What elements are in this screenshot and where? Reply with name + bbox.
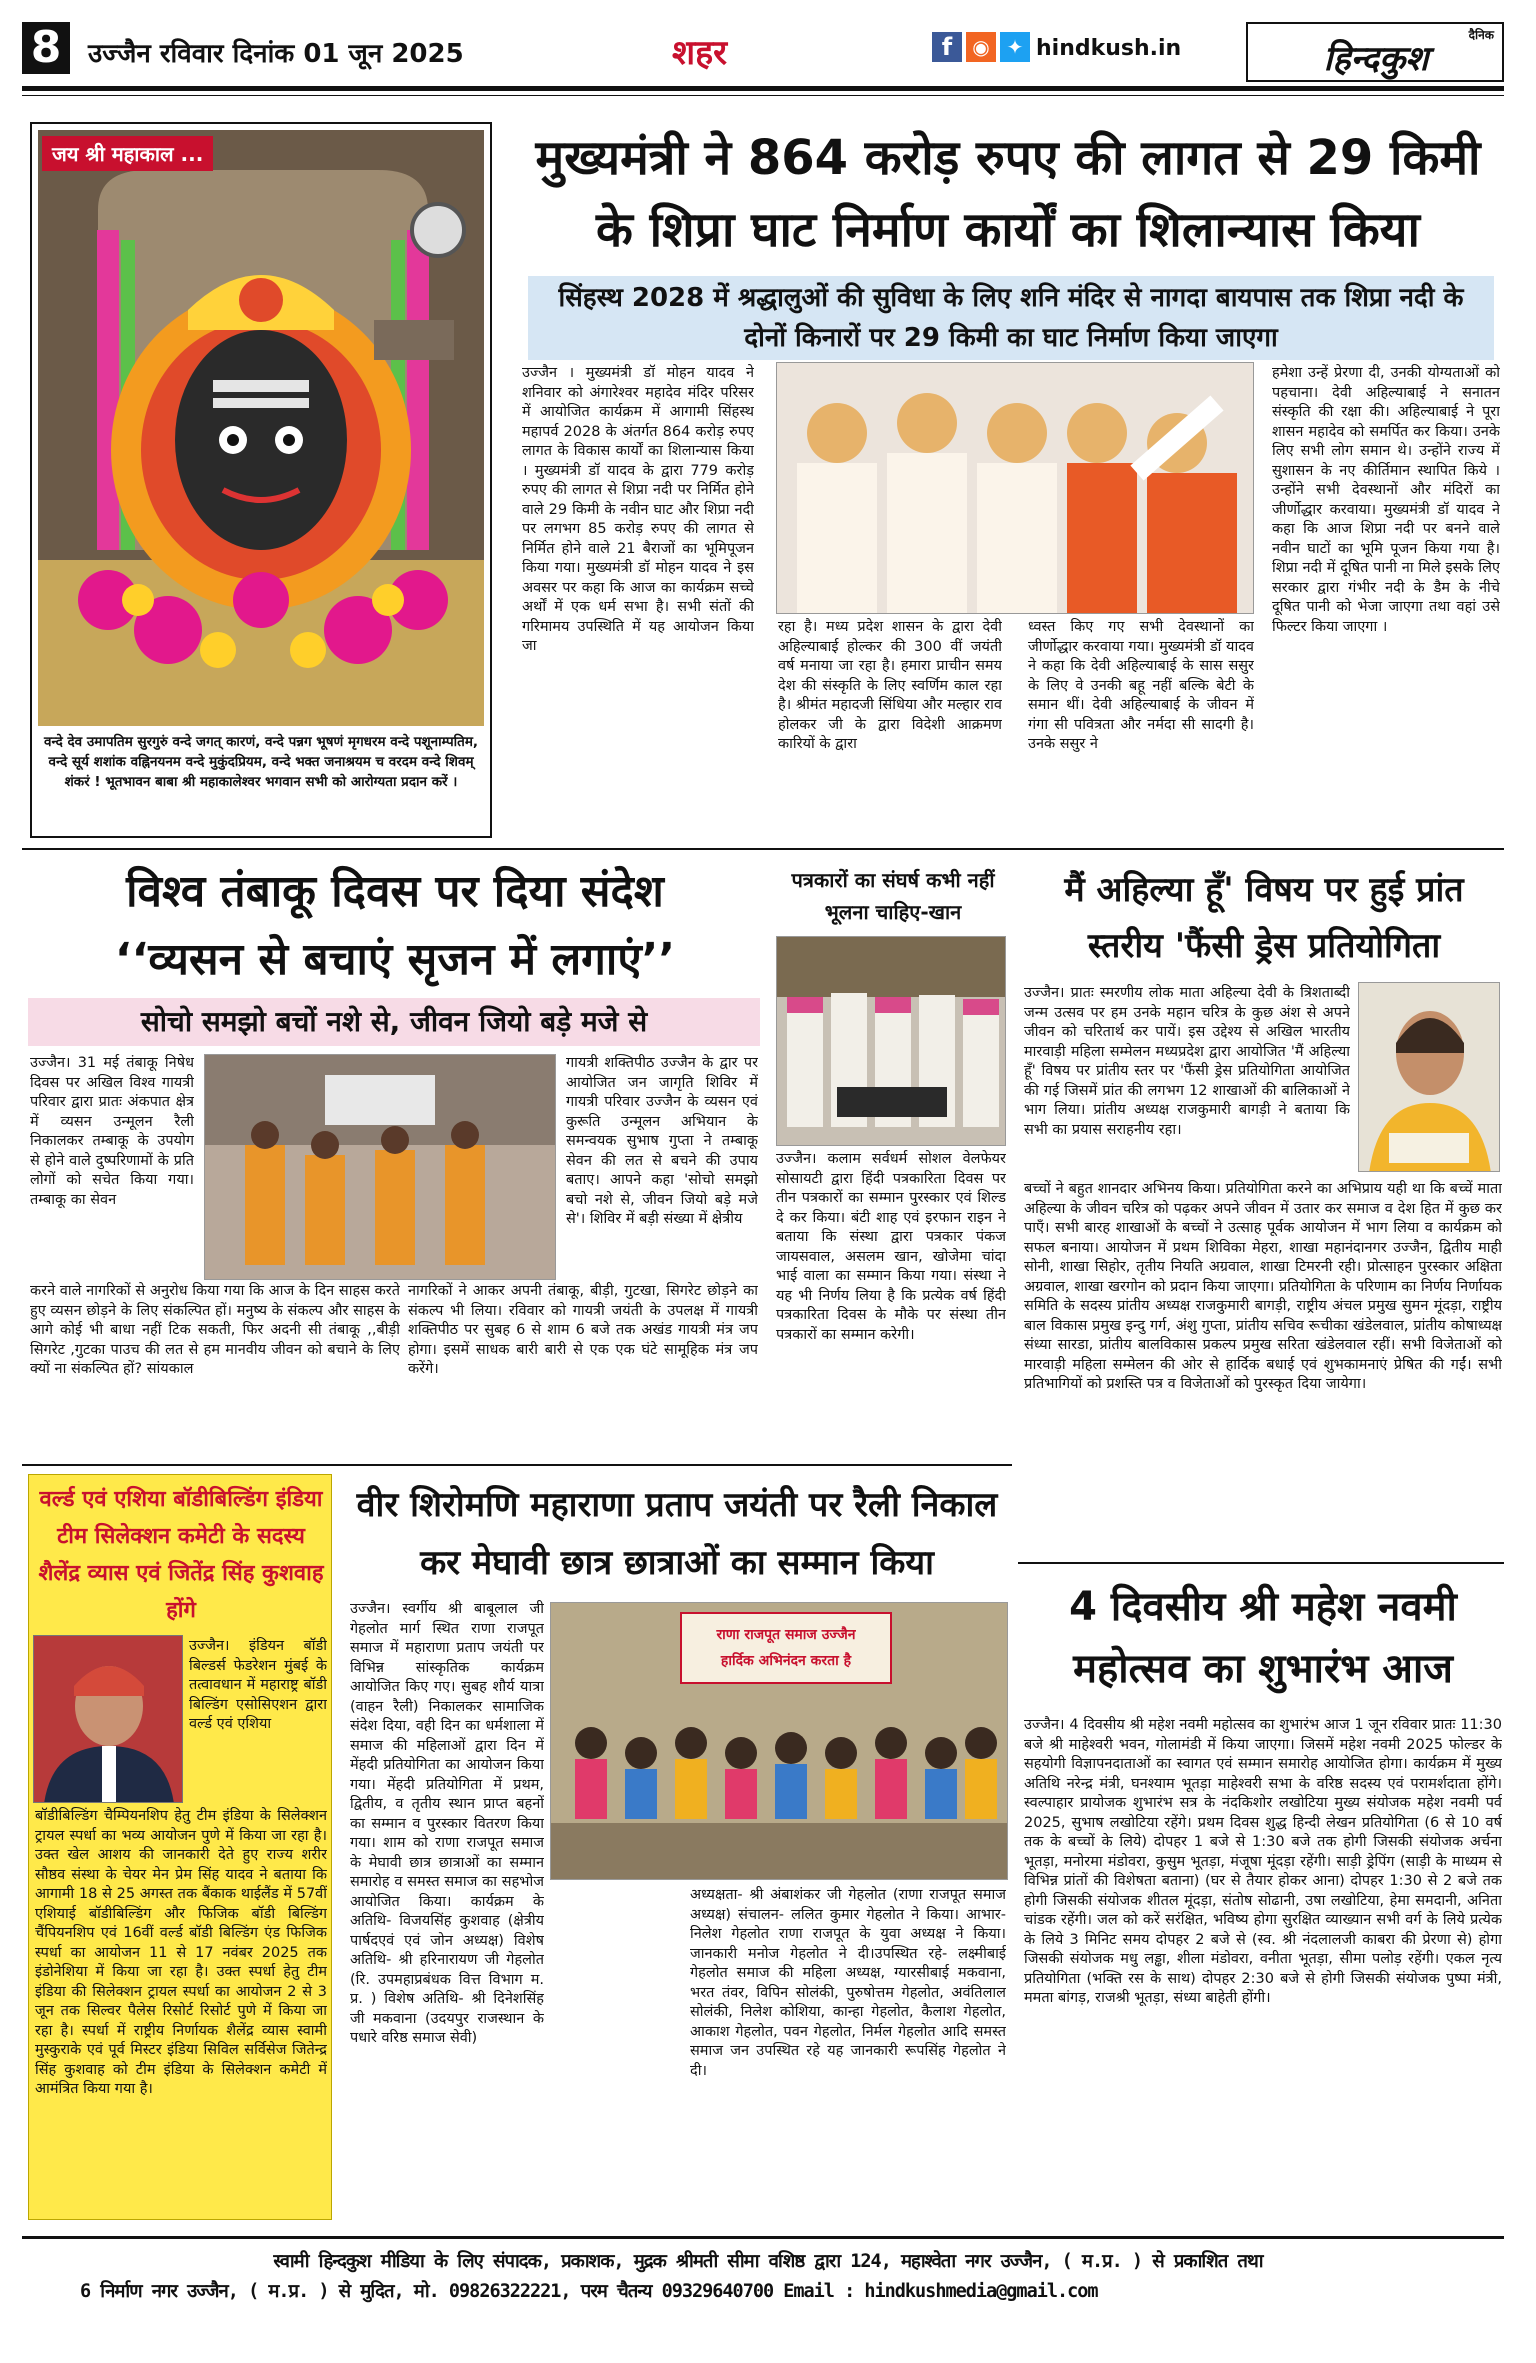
facebook-icon[interactable]: f [932, 32, 962, 62]
pratap-photo-illustration [551, 1603, 1008, 1880]
mahakal-caption: वन्दे देव उमापतिम सुरगुरुं वन्दे जगत्‌ कारणं, वन्दे पन्नग भूषणं मृगधरम वन्दे पशूनाम्पतिम, वन्दे सूर्य शशांक वह्निनयनम वन्दे मुकुंदप्रियम, वन्दे भक्त जनाश्रयम च वरदम वन्दे शिवम्‌ शंकरं ! भूतभावन बाबा श्री महाकालेश्वर भगवान सभी को आरोग्यता प्रदान करें । [43, 734, 479, 790]
masthead-rule-thin [22, 95, 1504, 96]
mahesh-body: उज्जैन। 4 दिवसीय श्री महेश नवमी महोत्सव का शुभारंभ आज 1 जून रविवार प्रातः 11:30 बजे श्री माहेश्वरी भवन, गोलामंडी में किया जाएगा। जिसमें महेश नवमी 2025 फोल्डर के सहयोगी विज्ञापनदाताओं का स्वागत एवं सम्मान समारोह आयोजित होगा। कार्यक्रम में मुख्य अतिथि नरेन्द्र मंत्री, घनश्याम भूतड़ा माहेश्वरी सभा के वरिष्ठ सदस्य एवं परामर्शदाता होंगे। स्वल्पाहार प्रायोजक शुभारंभ सत्र के नंदकिशोर लखोटिया मुख्य संयोजक महेश नवमी पर्व 2025, सुभाष लखोटिया रहेंगे। प्रथम दिवस शुद्ध हिन्दी लेखन प्रतियोगिता (6 से 10 वर्ष तक के बच्चों के लिये) दोपहर 1 बजे से 1:30 बजे तक होगी जिसकी संयोजक अर्चना भूतड़ा, मनोरमा मंडोवरा, कुसुम भूतड़ा, मंजूषा मूंदड़ा रहेंगी। साड़ी ड्रेपिंग (साड़ी के माध्यम से विभिन्न प्रांतों की विशेषता बताना) (घर से तैयार होकर आना) दोपहर 1:30 से 2 बजे तक होगी जिसकी संयोजक शीतल मूंदड़ा, संतोष सोढानी, उषा लखोटिया, हेमा समदानी, अनिता चांडक रहेंगी। जल को करें सरंक्षित, भविष्य होगा सुरक्षित व्याख्यान सभी वर्ग के लिये प्रत्येक के लिये 3 मिनिट समय दोपहर 2 बजे से (स्व. श्री नंदलालजी काबरा की प्रेरणा से) होगा जिसकी संयोजक मधु लड्ढा, शीला मंडोवरा, वनीता भूतड़ा, सीमा पलोड़ रहेंगी। एकल नृत्य प्रतियोगिता (भक्ति रस के साथ) दोपहर 2:30 बजे से होगी जिसकी संयोजक पुष्पा मंत्री, ममता बांगड़, राजश्री भूतड़ा, संध्या बाहेती होंगी। [1024, 1717, 1502, 2006]
site-url[interactable]: hindkush.in [1036, 36, 1182, 61]
logo-small: दैनिक [1468, 28, 1494, 42]
mahakal-box [30, 122, 492, 838]
divider-2 [22, 1464, 1012, 1466]
divider-1 [22, 848, 1504, 850]
tobacco-right-col-2: नागरिकों ने आकर अपनी तंबाकू, बीड़ी, गुटखा, सिगरेट छोड़ने का संकल्प भी लिया। रविवार को गायत्री जयंती के उपलक्ष में गायत्री शक्तिपीठ पर सुबह 6 से शाम 6 बजे तक अखंड गायत्री मंत्र जप होगा। इसमें साधक बारी बारी से एक एक घंटे सामूहिक मंत्र जप करेंगे। [408, 1283, 758, 1377]
mahakal-illustration [38, 130, 484, 726]
mahakal-photo [38, 130, 484, 726]
journalists-body: उज्जैन। कलाम सर्वधर्म सोशल वेलफेयर सोसायटी द्वारा हिंदी पत्रकारिता दिवस पर तीन पत्रकारों का सम्मान पुरस्कार एवं शिल्ड दे कर किया। बंटी शाह एवं इरफान राइन ने बताया कि संस्था द्वारा पत्रकार पंकज जायसवाल, असलम खान, खोजेमा चांदा भाई वाला का सम्मान किया गया। संस्था ने यह भी निर्णय लिया है कि प्रत्येक वर्ष हिंदी पत्रकारिता दिवस के मौके पर संस्था तीन पत्रकारों का सम्मान करेगी। [776, 1151, 1006, 1343]
tobacco-photo [204, 1054, 556, 1280]
logo-box [1246, 22, 1504, 82]
bodybuilding-body: बॉडीबिल्डिंग चैम्पियनशिप हेतु टीम इंडिया के सिलेक्शन ट्रायल स्पर्धा का भव्य आयोजन पुणे में किया जा रहा है। उक्त खेल आशय की जानकारी देते हुए राज्य शरीर सौष्ठव संस्था के चेयर मेन प्रेम सिंह यादव ने बताया कि आगामी 18 से 25 अगस्त तक बैंकाक थाईलैंड में 57वीं एशियाई बॉडीबिल्डिंग और फिजिक बॉडी बिल्डिंग चैंपियनशिप एवं 16वीं वर्ल्ड बॉडी बिल्डिंग एंड फिजिक स्पर्धा का आयोजन 11 से 17 नवंबर 2025 तक इंडोनेशिया में किया जा रहा है। उक्त स्पर्धा हेतु टीम इंडिया की सिलेक्शन ट्रायल स्पर्धा का आयोजन 2 से 3 जून तक सिल्वर पैलेस रिसोर्ट रिसोर्ट पुणे में किया जा रहा है। स्पर्धा में राष्ट्रीय निर्णायक शैलेंद्र व्यास स्वामी मुस्कुराके एवं पूर्व मिस्टर इंडिया सिविल सर्विसेज जितेन्द्र सिंह कुशवाह को टीम इंडिया के सिलेक्शन कमेटी में आमंत्रित किया गया है। [35, 1808, 327, 2097]
pratap-banner-line-2: हार्दिक अभिनंदन करता है [720, 1653, 852, 1669]
journalists-photo-illustration [777, 937, 1006, 1146]
bodybuilding-photo [33, 1635, 183, 1803]
divider-3 [1018, 1562, 1504, 1564]
rss-icon[interactable]: ◉ [966, 32, 996, 62]
ahilya-top: उज्जैन। प्रातः स्मरणीय लोक माता अहिल्या देवी के त्रिशताब्दी जन्म उत्सव पर हम उनके महान चरित्र के कुछ अंश से अपने जीवन को चरितार्थ कर पायें। इस उद्देश्य से अखिल भारतीय मारवाड़ी महिला सम्मेलन मध्यप्रदेश द्वारा आयोजित 'मैं अहिल्या हूँ' विषय पर प्रांतीय स्तर पर 'फैंसी ड्रेस प्रतियोगिता आयोजित की गई जिसमें प्रांत की लगभग 12 शाखाओं की बालिकाओं ने भाग लिया। प्रांतीय अध्यक्ष राजकुमारी बागड़ी ने बताया कि सभी का प्रयास सराहनीय रहा। [1024, 985, 1350, 1138]
lead-col-1: उज्जैन । मुख्यमंत्री डॉ मोहन यादव ने शनिवार को अंगारेश्वर महादेव मंदिर परिसर में आयोजित कार्यक्रम में आगामी सिंहस्थ महापर्व 2028 के अंतर्गत 864 करोड़ रुपए लागत के विकास कार्यों का शिलान्यास किया । मुख्यमंत्री डॉ यादव के द्वारा 779 करोड़ रुपए की लागत से शिप्रा नदी पर निर्मित होने वाले 29 किमी के नवीन घाट और शिप्रा नदी पर लगभग 85 करोड़ रुपए की लागत से निर्मित होने वाले 21 बैराजों का भूमिपूजन किया गया। मुख्यमंत्री डॉ मोहन यादव ने इस अवसर पर कहा कि आज का कार्यक्रम सच्चे अर्थों में एक धर्म सभा है। सभी संतों की गरिमामय उपस्थिति में यह आयोजन किया जा [522, 365, 754, 654]
ahilya-photo-illustration [1359, 983, 1500, 1172]
lead-headline: मुख्यमंत्री ने 864 करोड़ रुपए की लागत से 29 किमी के शिप्रा घाट निर्माण कार्यों का शिलान्यास किया [535, 130, 1481, 258]
ahilya-body: बच्चों ने बहुत शानदार अभिनय किया। प्रतियोगिता करने का अभिप्राय यही था कि बच्चें माता अहिल्या के जीवन चरित्र को पढ़कर अपने जीवन में उतार कर समाज व देश हित में कुछ कर पाएँ। सभी बारह शाखाओं के बच्चों ने उत्साह पूर्वक आयोजन में भाग लिया व कार्यक्रम को सफल बनाया। आयोजन में प्रथम शिविका मेहरा, शाखा महानंदानगर उज्जैन, द्वितीय माही सोनी, शाखा सिहोर, तृतीय नियति अग्रवाल, शाखा टिमरनी रही। प्रोत्साहन पुरस्कार अक्षिता अग्रवाल, शाखा खरगोन को प्रदान किया जाएगा। प्रतियोगिता के परिणाम का निर्णय निर्णायक समिति के सदस्य प्रांतीय अध्यक्ष राजकुमारी बागड़ी, राष्ट्रीय अंचल प्रमुख सुमन मूंदड़ा, राष्ट्रीय बाल विकास प्रमुख इन्दु गर्ग, अंशु गुप्ता, प्रांतीय सचिव रूचीका खंडेलवाल, प्रांतीय कोषाध्यक्ष संध्या सारडा, प्रांतीय बालविकास प्रकल्प प्रमुख सरिता खंडेलवाल रहीं। सभी विजेताओं को मारवाड़ी महिला सम्मेलन की ओर से हार्दिक बधाई एवं शुभकामनाएं प्रेषित की गईं। सभी प्रतिभागियों को प्रशस्ति पत्र व विजेताओं को पुरस्कृत दिया जायेगा। [1024, 1181, 1502, 1392]
masthead-rule [22, 86, 1504, 91]
imprint-line-2: 6 निर्माण नगर उज्जैन, ( म.प्र. ) से मुदित, मो. 09826322221, परम चैतन्य 09329640700 Email : hindkushmedia@gmail.com [80, 2281, 1098, 2302]
tobacco-right-col: गायत्री शक्तिपीठ उज्जैन के द्वार पर आयोजित जन जागृति शिविर में गायत्री परिवार उज्जैन के व्यसन एवं कुरूति उन्मूलन अभियान के समन्वयक सुभाष गुप्ता ने तम्बाकू सेवन की लत से बचने की उपाय बताए। आपने कहा 'सोचो समझो बचो नशे से, जीवन जियो बड़े मजे से'। शिविर में बड़ी संख्या में क्षेत्रीय [566, 1055, 758, 1227]
section-name: शहर [672, 33, 728, 73]
pratap-photo [550, 1602, 1008, 1880]
tobacco-headline-2: ‘‘व्यसन से बचाएं सृजन में लगाएं’’ [114, 934, 676, 985]
tobacco-bottom: करने वाले नागरिकों से अनुरोध किया गया कि आज के दिन साहस करते हुए व्यसन छोड़ने के लिए संकल्पित हों। मनुष्य के संकल्प और साहस के आगे कोई भी बाधा नहीं टिक सकती, फिर अदनी सी तंबाकू ,,बीड़ी सिगरेट ,गुटका पाउच की लत से हम मानवीय जीवन को बचाने के लिए क्यों ना संकल्पित हों? सांयकाल [30, 1283, 400, 1377]
ahilya-headline: मैं अहिल्या हूँ' विषय पर हुई प्रांत स्तरीय 'फैंसी ड्रेस प्रतियोगिता [1064, 870, 1464, 966]
journalists-photo [776, 936, 1006, 1146]
bodybuilding-headline: वर्ल्ड एवं एशिया बॉडीबिल्डिंग इंडिया टीम सिलेक्शन कमेटी के सदस्य शैलेंद्र व्यास एवं जितेंद्र सिंह कुशवाह होंगे [38, 1487, 324, 1623]
tobacco-photo-illustration [205, 1055, 556, 1280]
pratap-headline: वीर शिरोमणि महाराणा प्रताप जयंती पर रैली निकाल कर मेघावी छात्र छात्राओं का सम्मान किया [356, 1485, 998, 1583]
logo: हिन्दकुश [1323, 39, 1429, 79]
mahesh-headline: 4 दिवसीय श्री महेश नवमी महोत्सव का शुभारंभ आज [1069, 1584, 1457, 1692]
lead-photo [776, 362, 1254, 614]
pratap-right: अध्यक्षता- श्री अंबाशंकर जी गेहलोत (राणा राजपूत समाज अध्यक्ष) संचालन- ललित कुमार गेहलोत ने किया। आभार- निलेश गेहलोत राणा राजपूत के युवा अध्यक्ष ने किया। जानकारी मनोज गेहलोत ने दी।उपस्थित रहे- लक्ष्मीबाई गेहलोत समाज की महिला अध्यक्ष, ग्यारसीबाई मकवाना, भरत तंवर, विपिन सोलंकी, पुरुषोत्तम गेहलोत, अवंतिलाल सोलंकी, निलेश कोशिया, कान्हा गेहलोत, कैलाश गेहलोत, आकाश गेहलोत, पवन गेहलोत, निर्मल गेहलोत आदि समस्त समाज जन उपस्थित रहे यह जानकारी रूपसिंह गेहलोत ने दी। [690, 1887, 1006, 2079]
lead-col-2: रहा है। मध्य प्रदेश शासन के द्वारा देवी अहिल्याबाई होल्कर की 300 वीं जयंती वर्ष मनाया जा रहा है। हमारा प्राचीन समय देश की संस्कृति के लिए स्वर्णिम काल रहा है। श्रीमंत महादजी सिंधिया और मल्हार राव होलकर जी के द्वारा विदेशी आक्रमण कारियों के द्वारा [778, 619, 1002, 752]
ahilya-photo [1358, 982, 1500, 1172]
page-number-box: 8 [22, 22, 70, 74]
dateline: उज्जैन रविवार दिनांक 01 जून 2025 [88, 39, 464, 69]
twitter-icon[interactable]: ✦ [1000, 32, 1030, 62]
lead-col-3: ध्वस्त किए गए सभी देवस्थानों का जीर्णोद्धार करवाया गया। मुख्यमंत्री डॉ यादव ने कहा कि देवी अहिल्याबाई के सास ससुर के लिए वे उनकी बहू नहीं बल्कि बेटी के समान थीं। देवी अहिल्याबाई के जीवन में गंगा सी पवित्रता और नर्मदा सी सादगी है। उनके ससुर ने [1028, 619, 1254, 752]
lead-deck: सिंहस्थ 2028 में श्रद्धालुओं की सुविधा के लिए शनि मंदिर से नागदा बायपास तक शिप्रा नदी के दोनों किनारों पर 29 किमी का घाट निर्माण किया जाएगा [528, 276, 1494, 360]
imprint-line-1: स्वामी हिन्दकुश मीडिया के लिए संपादक, प्रकाशक, मुद्रक श्रीमती सीमा वशिष्ठ द्वारा 124, महाश्वेता नगर उज्जैन, ( म.प्र. ) से प्रकाशित तथा [273, 2251, 1263, 2272]
bodybuilding-right: उज्जैन। इंडियन बॉडी बिल्डर्स फेडरेशन मुंबई के तत्वावधान में महाराष्ट्र बॉडी बिल्डिंग एसोसिएशन द्वारा वर्ल्ड एवं एशिया [189, 1638, 327, 1732]
lead-photo-illustration [777, 363, 1254, 614]
pratap-left: उज्जैन। स्वर्गीय श्री बाबूलाल जी गेहलोत मार्ग स्थित राणा राजपूत समाज में महाराणा प्रताप जयंती पर विभिन्न सांस्कृतिक कार्यक्रम आयोजित किए गए। सुबह शौर्य यात्रा (वाहन रैली) निकालकर सामाजिक संदेश दिया, वही दिन का धर्मशाला में समाज की महिलाओं द्वारा दिन में मेंहदी प्रतियोगिता का आयोजन किया गया। मेंहदी प्रतियोगिता में प्रथम, द्वितीय, व तृतीय स्थान प्राप्त बहनों का सम्मान व पुरस्कार वितरण किया गया। शाम को राणा राजपूत समाज के मेघावी छात्र छात्राओं का सम्मान समारोह व समस्त समाज का सहभोज आयोजित किया। कार्यक्रम के अतिथि- विजयसिंह कुशवाह (क्षेत्रीय पार्षदएवं एवं जोन अध्यक्ष) विशेष अतिथि- श्री हरिनारायण जी गेहलोत (रि. उपमहाप्रबंधक वित्त विभाग म. प्र. ) विशेष अतिथि- श्री दिनेशसिंह जी मकवाना (उदयपुर राजस्थान के पधारे वरिष्ठ समाज सेवी) [350, 1601, 544, 2046]
tobacco-deck: सोचो समझो बचों नशे से, जीवन जियो बड़े मजे से [28, 998, 760, 1046]
bodybuilding-box [28, 1474, 332, 2220]
tobacco-left: उज्जैन। 31 मई तंबाकू निषेध दिवस पर अखिल विश्व गायत्री परिवार द्वारा प्रातः अंकपात क्षेत्र में व्यसन उन्मूलन रैली निकालकर तम्बाकू के उपयोग से होने वाले दुष्परिणामों के प्रति लोगों को सचेत किया गया। तम्बाकू का सेवन [30, 1055, 194, 1208]
mahakal-banner: जय श्री महाकाल ... [42, 136, 213, 171]
lead-col-4: हमेशा उन्हें प्रेरणा दी, उनकी योग्यताओं को पहचाना। देवी अहिल्याबाई ने सनातन संस्कृति की रक्षा की। अहिल्याबाई ने पूरा शासन महादेव को समर्पित कर किया। उनके लिए सभी लोग समान थे। उन्होंने राज्य में सुशासन के नए कीर्तिमान स्थापित किये ।उन्होंने सभी देवस्थानों और मंदिरों का जीर्णोद्धार करवाया। मुख्यमंत्री डॉ यादव ने कहा कि आज शिप्रा नदी पर बनने वाले नवीन घाटों का भूमि पूजन किया गया है। शिप्रा नदी में दूषित पानी ना मिले इसके लिए सरकार द्वारा गंभीर नदी के डैम के नीचे दूषित पानी को भेजा जाएगा तथा वहां उसे फिल्टर किया जाएगा । [1272, 365, 1500, 635]
tobacco-headline-1: विश्व तंबाकू दिवस पर दिया संदेश [126, 866, 664, 917]
journalists-headline: पत्रकारों का संघर्ष कभी नहीं भूलना चाहिए-खान [791, 868, 995, 924]
pratap-banner-line-1: राणा राजपूत समाज उज्जैन [716, 1627, 856, 1643]
imprint-rule [22, 2236, 1504, 2239]
bodybuilding-photo-illustration [34, 1636, 183, 1803]
